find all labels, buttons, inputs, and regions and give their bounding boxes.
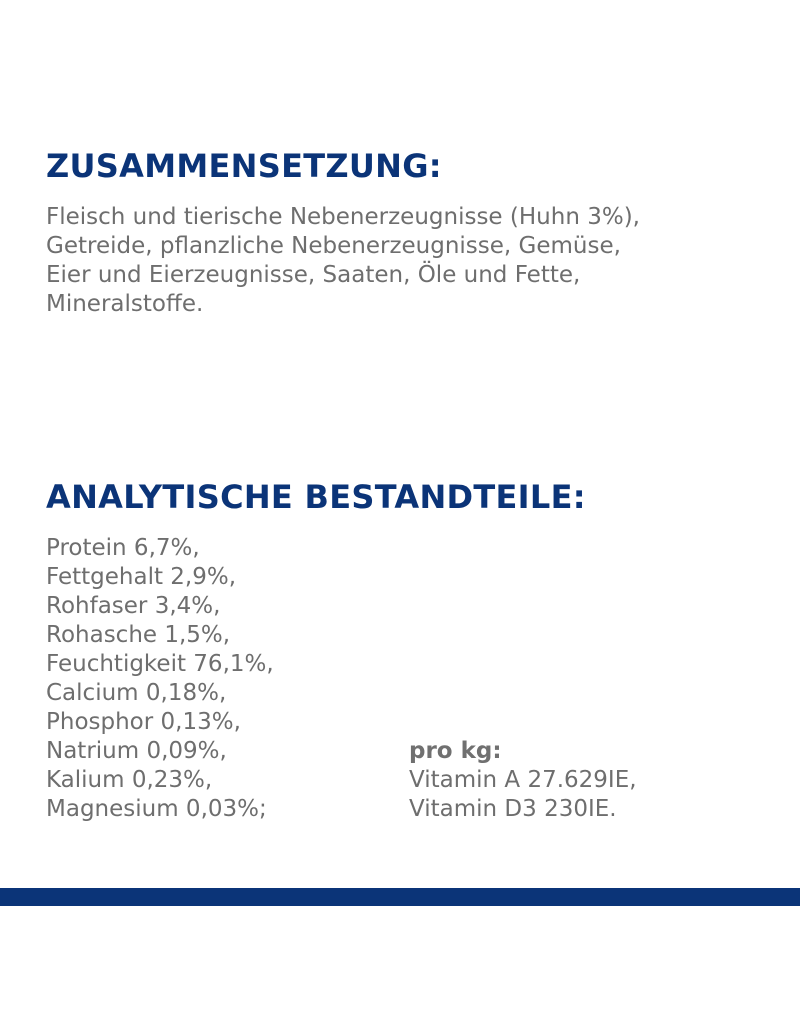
composition-line: Eier und Eierzeugnisse, Saaten, Öle und Fette, [46, 262, 581, 288]
analytics-item-fat: Fettgehalt 2,9%, [46, 564, 237, 590]
analytics-item-ash: Rohasche 1,5%, [46, 622, 231, 648]
analytics-item-fiber: Rohfaser 3,4%, [46, 593, 221, 619]
footer-bar [0, 888, 800, 906]
per-kg-vitamin-a: Vitamin A 27.629IE, [409, 767, 637, 793]
per-kg-title: pro kg: [409, 738, 502, 764]
analytics-heading: ANALYTISCHE BESTANDTEILE: [46, 478, 586, 516]
analytics-item-potassium: Kalium 0,23%, [46, 767, 213, 793]
composition-line: Getreide, pflanzliche Nebenerzeugnisse, Gemüse, [46, 233, 621, 259]
analytics-item-phosphorus: Phosphor 0,13%, [46, 709, 241, 735]
composition-text [46, 203, 640, 319]
analytics-item-sodium: Natrium 0,09%, [46, 738, 227, 764]
composition-heading: ZUSAMMENSETZUNG: [46, 147, 442, 185]
analytics-list [46, 534, 274, 824]
analytics-item-calcium: Calcium 0,18%, [46, 680, 227, 706]
per-kg-vitamin-d3: Vitamin D3 230IE. [409, 796, 617, 822]
composition-line: Mineralstoffe. [46, 291, 204, 317]
analytics-item-magnesium: Magnesium 0,03%; [46, 796, 267, 822]
analytics-item-protein: Protein 6,7%, [46, 535, 200, 561]
composition-line: Fleisch und tierische Nebenerzeugnisse (Huhn 3%), [46, 204, 640, 230]
analytics-item-moisture: Feuchtigkeit 76,1%, [46, 651, 274, 677]
per-kg-block [409, 737, 637, 824]
